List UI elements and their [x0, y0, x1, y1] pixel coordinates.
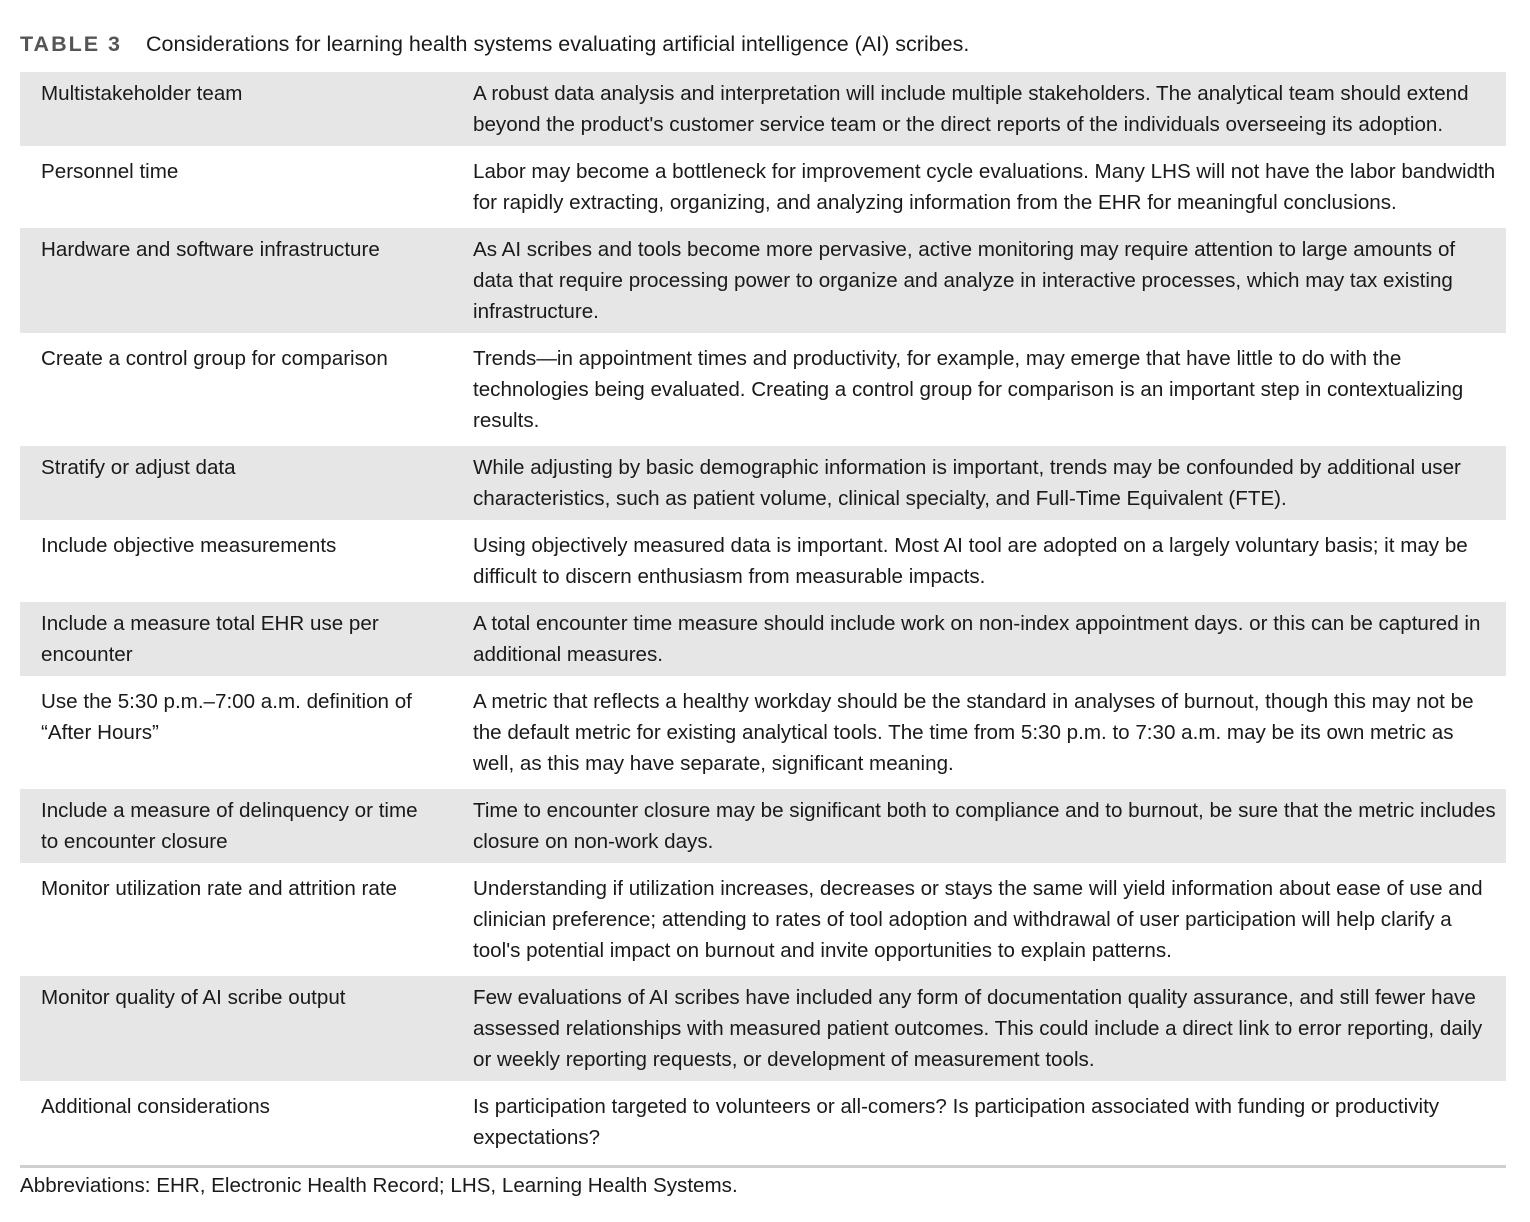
table-row [20, 150, 1506, 224]
table-row [20, 337, 1506, 442]
consideration-cell: Multistakeholder team [20, 72, 452, 146]
consideration-cell: Hardware and software infrastructure [20, 228, 452, 333]
table-caption [20, 30, 969, 58]
description-cell: Trends—in appointment times and productivity, for example, may emerge that have little to do with the technologies being evaluated. Creating a control group for comparison is an important step in contextualizing results. [473, 347, 1464, 432]
consideration-cell: Include a measure of delinquency or time to encounter closure [20, 789, 452, 863]
description-cell: While adjusting by basic demographic information is important, trends may be confounded by additional user characteristics, such as patient volume, clinical specialty, and Full-Time Equivalent (FTE). [452, 446, 1506, 520]
considerations-table [20, 72, 1506, 1159]
description-cell: As AI scribes and tools become more pervasive, active monitoring may require attention to large amounts of data that require processing power to organize and analyze in interactive processes, which may tax existing infrastructure. [452, 228, 1506, 333]
table-row [20, 602, 1506, 676]
table-row [20, 524, 1506, 598]
description-cell: Time to encounter closure may be significant both to compliance and to burnout, be sure that the metric includes closure on non-work days. [452, 789, 1506, 863]
consideration-cell: Create a control group for comparison [41, 347, 388, 370]
description-cell: Labor may become a bottleneck for improvement cycle evaluations. Many LHS will not have the labor bandwidth for rapidly extracting, organizing, and analyzing information from the EHR for meaningful conclusions. [473, 160, 1496, 214]
table-row [20, 867, 1506, 972]
consideration-cell: Personnel time [41, 160, 179, 183]
table-bottom-rule [20, 1165, 1506, 1168]
table-row [20, 72, 1506, 146]
considerations-table-container [20, 72, 1506, 1168]
table-row [20, 789, 1506, 863]
consideration-cell: Stratify or adjust data [20, 446, 452, 520]
description-cell: Understanding if utilization increases, decreases or stays the same will yield information about ease of use and clinician preference; attending to rates of tool adoption and withdrawal of user participation will help clarify a tool's potential impact on burnout and invite opportunities to explain patterns. [473, 877, 1483, 962]
description-cell: Is participation targeted to volunteers or all-comers? Is participation associated with funding or productivity expectations? [473, 1095, 1440, 1149]
description-cell: A robust data analysis and interpretation will include multiple stakeholders. The analytical team should extend beyond the product's customer service team or the direct reports of the individuals overseeing its adoption. [452, 72, 1506, 146]
consideration-cell: Use the 5:30 p.m.–7:00 a.m. definition of “After Hours” [41, 690, 412, 744]
consideration-cell: Monitor utilization rate and attrition rate [41, 877, 397, 900]
table-row [20, 680, 1506, 785]
description-cell: A metric that reflects a healthy workday should be the standard in analyses of burnout, though this may not be the default metric for existing analytical tools. The time from 5:30 p.m. to 7:30 a.m. may be its own metric as well, as this may have separate, significant meaning. [473, 690, 1474, 775]
consideration-cell: Include a measure total EHR use per encounter [20, 602, 452, 676]
table-footnote: Abbreviations: EHR, Electronic Health Record; LHS, Learning Health Systems. [20, 1174, 738, 1197]
table-row [20, 228, 1506, 333]
consideration-cell: Include objective measurements [41, 534, 337, 557]
table-title: Considerations for learning health systems evaluating artificial intelligence (AI) scribes. [146, 32, 970, 56]
description-cell: Using objectively measured data is important. Most AI tool are adopted on a largely voluntary basis; it may be difficult to discern enthusiasm from measurable impacts. [473, 534, 1468, 588]
description-cell: Few evaluations of AI scribes have included any form of documentation quality assurance, and still fewer have assessed relationships with measured patient outcomes. This could include a direct link to error reporting, daily or weekly reporting requests, or development of measurement tools. [452, 976, 1506, 1081]
table-row [20, 1085, 1506, 1159]
table-label: TABLE 3 [20, 32, 122, 56]
table-row [20, 446, 1506, 520]
description-cell: A total encounter time measure should include work on non-index appointment days. or this can be captured in additional measures. [452, 602, 1506, 676]
consideration-cell: Monitor quality of AI scribe output [20, 976, 452, 1081]
consideration-cell: Additional considerations [41, 1095, 270, 1118]
table-row [20, 976, 1506, 1081]
